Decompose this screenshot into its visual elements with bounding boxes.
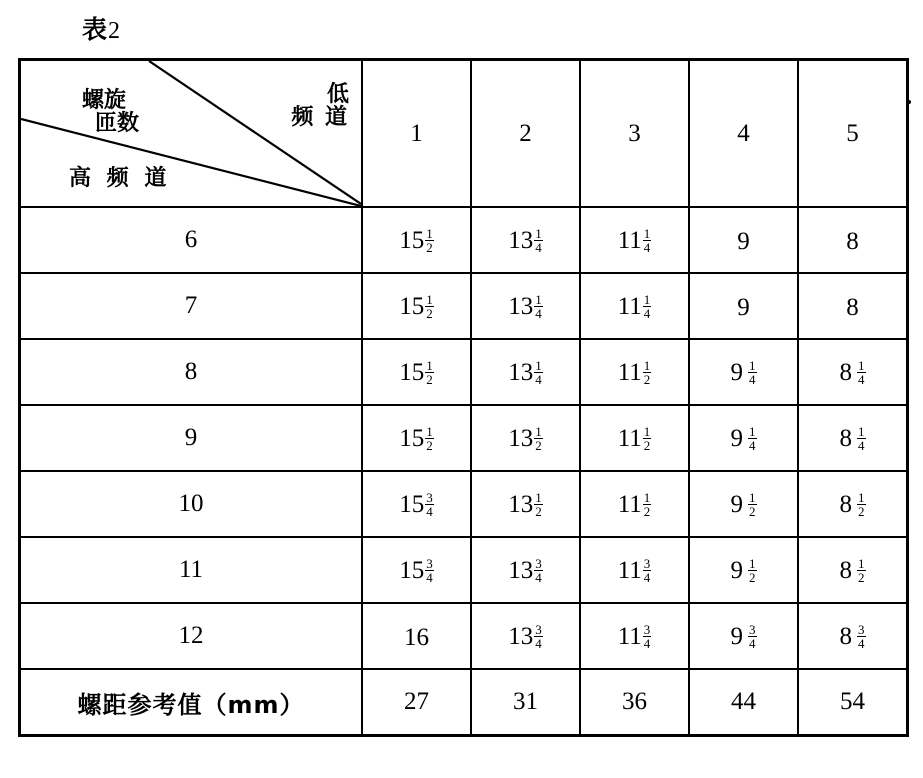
- fraction-part: $\frac{1}{4}$: [749, 424, 756, 454]
- footer-value: 36: [580, 669, 689, 736]
- caption-label: 表: [82, 15, 109, 44]
- mixed-number: [508, 556, 543, 584]
- fraction-part: $\frac{1}{2}$: [535, 490, 542, 520]
- whole-part: 16: [404, 623, 429, 651]
- table-row: [20, 537, 908, 603]
- row-label: 8: [20, 339, 363, 405]
- whole-part: 9: [730, 491, 743, 519]
- cell-value: [798, 339, 908, 405]
- fraction-part: $\frac{1}{2}$: [749, 490, 756, 520]
- cell-value: [471, 471, 580, 537]
- fraction-part: $\frac{3}{4}$: [749, 622, 756, 652]
- column-header-3: 3: [580, 60, 689, 208]
- table-row: [20, 471, 908, 537]
- mixed-number: [399, 226, 434, 254]
- table-row: [20, 339, 908, 405]
- table-footer-row: [20, 669, 908, 736]
- mixed-number: [731, 556, 757, 584]
- whole-part: 8: [839, 425, 852, 453]
- mixed-number: [508, 424, 543, 452]
- column-header-5: 5: [798, 60, 908, 208]
- whole-part: 13: [508, 293, 534, 321]
- mixed-number: [618, 292, 652, 320]
- row-label: 6: [20, 207, 363, 273]
- mixed-number: [840, 622, 866, 650]
- whole-part: 15: [399, 227, 425, 255]
- table-caption: [82, 10, 121, 46]
- cell-value: [580, 537, 689, 603]
- whole-part: 11: [617, 557, 642, 585]
- cell-value: [580, 207, 689, 273]
- whole-part: 8: [839, 491, 852, 519]
- whole-part: 13: [508, 227, 534, 255]
- whole-part: 15: [399, 293, 425, 321]
- mixed-number: [731, 358, 757, 386]
- mixed-number: [737, 293, 750, 320]
- cell-value: [798, 273, 908, 339]
- row-label: 11: [20, 537, 363, 603]
- whole-part: 8: [839, 359, 852, 387]
- mixed-number: [399, 490, 434, 518]
- caption-number: 2: [108, 18, 122, 44]
- cell-value: [689, 207, 798, 273]
- footer-label: 螺距参考值: [77, 690, 203, 719]
- mixed-number: [618, 358, 652, 386]
- whole-part: 11: [617, 623, 642, 651]
- mixed-number: [399, 292, 434, 320]
- mixed-number: [508, 358, 543, 386]
- column-header-1: 1: [362, 60, 471, 208]
- corner-label-spiral-turns: 螺旋 匝数: [82, 88, 140, 137]
- mixed-number: [618, 424, 652, 452]
- whole-part: 13: [508, 623, 534, 651]
- mixed-number: [840, 424, 866, 452]
- cell-value: [580, 339, 689, 405]
- fraction-part: $\frac{1}{4}$: [535, 358, 542, 388]
- cell-value: [689, 537, 798, 603]
- fraction-part: $\frac{1}{2}$: [535, 424, 542, 454]
- fraction-part: $\frac{1}{4}$: [858, 358, 865, 388]
- whole-part: 9: [730, 425, 743, 453]
- mixed-number: [399, 424, 434, 452]
- corner-label-high-channel: 高 频 道: [69, 166, 171, 191]
- cell-value: [362, 207, 471, 273]
- fraction-part: $\frac{3}{4}$: [643, 556, 651, 586]
- mixed-number: [731, 490, 757, 518]
- cell-value: [798, 471, 908, 537]
- table-header-row: [20, 60, 908, 208]
- mixed-number: [508, 226, 543, 254]
- corner-label-low-channel: 低 频 道: [291, 82, 349, 131]
- mixed-number: [508, 292, 543, 320]
- whole-part: 15: [399, 425, 425, 453]
- whole-part: 8: [839, 623, 852, 651]
- whole-part: 8: [846, 293, 859, 321]
- cell-value: [580, 405, 689, 471]
- whole-part: 13: [508, 425, 534, 453]
- fraction-part: $\frac{1}{2}$: [426, 292, 433, 322]
- whole-part: 13: [508, 359, 534, 387]
- cell-value: [362, 339, 471, 405]
- whole-part: 13: [508, 557, 534, 585]
- row-label: 7: [20, 273, 363, 339]
- table-row: [20, 405, 908, 471]
- mixed-number: [731, 622, 757, 650]
- whole-part: 9: [730, 623, 743, 651]
- row-label: 12: [20, 603, 363, 669]
- whole-part: 8: [846, 227, 859, 255]
- whole-part: 15: [399, 491, 425, 519]
- cell-value: [471, 537, 580, 603]
- mixed-number: [618, 226, 652, 254]
- mixed-number: [618, 490, 652, 518]
- fraction-part: $\frac{1}{2}$: [643, 358, 651, 388]
- mixed-number: [737, 227, 750, 254]
- fraction-part: $\frac{1}{4}$: [643, 292, 651, 322]
- mixed-number: [618, 622, 652, 650]
- mixed-number: [508, 622, 543, 650]
- mixed-number: [508, 490, 543, 518]
- fraction-part: $\frac{1}{2}$: [858, 556, 865, 586]
- mixed-number: [731, 424, 757, 452]
- whole-part: 11: [617, 227, 642, 255]
- cell-value: [580, 603, 689, 669]
- footer-value: 54: [798, 669, 908, 736]
- mixed-number: [840, 358, 866, 386]
- fraction-part: $\frac{1}{4}$: [749, 358, 756, 388]
- mixed-number: [399, 556, 434, 584]
- fraction-part: $\frac{1}{2}$: [426, 358, 433, 388]
- whole-part: 9: [730, 359, 743, 387]
- fraction-part: $\frac{3}{4}$: [858, 622, 865, 652]
- whole-part: 9: [737, 227, 750, 255]
- cell-value: [362, 471, 471, 537]
- cell-value: [798, 537, 908, 603]
- table-row: [20, 273, 908, 339]
- fraction-part: $\frac{1}{4}$: [535, 226, 542, 256]
- fraction-part: $\frac{1}{2}$: [426, 424, 433, 454]
- mixed-number: [399, 358, 434, 386]
- cell-value: [471, 273, 580, 339]
- footer-unit: （mm）: [202, 690, 305, 719]
- cell-value: [471, 405, 580, 471]
- fraction-part: $\frac{1}{2}$: [858, 490, 865, 520]
- fraction-part: $\frac{1}{2}$: [749, 556, 756, 586]
- cell-value: [798, 603, 908, 669]
- mixed-number: [404, 623, 429, 650]
- whole-part: 11: [617, 425, 642, 453]
- cell-value: [362, 603, 471, 669]
- corner-header-cell: [20, 60, 363, 208]
- cell-value: [471, 207, 580, 273]
- whole-part: 9: [737, 293, 750, 321]
- cell-value: [689, 339, 798, 405]
- mixed-number: [840, 490, 866, 518]
- cell-value: [689, 405, 798, 471]
- footer-label-cell: [20, 669, 363, 736]
- cell-value: [362, 273, 471, 339]
- cell-value: [689, 603, 798, 669]
- cell-value: [689, 471, 798, 537]
- column-header-4: 4: [689, 60, 798, 208]
- table-row: [20, 603, 908, 669]
- mixed-number: [846, 227, 859, 254]
- cell-value: [798, 207, 908, 273]
- fraction-part: $\frac{1}{2}$: [643, 424, 651, 454]
- cell-value: [580, 471, 689, 537]
- table-row: [20, 207, 908, 273]
- fraction-part: $\frac{3}{4}$: [643, 622, 651, 652]
- footer-value: 31: [471, 669, 580, 736]
- spiral-turns-table: [18, 58, 909, 737]
- fraction-part: $\frac{3}{4}$: [426, 490, 433, 520]
- mixed-number: [846, 293, 859, 320]
- fraction-part: $\frac{1}{4}$: [858, 424, 865, 454]
- fraction-part: $\frac{1}{2}$: [426, 226, 433, 256]
- cell-value: [580, 273, 689, 339]
- whole-part: 13: [508, 491, 534, 519]
- mixed-number: [618, 556, 652, 584]
- row-label: 9: [20, 405, 363, 471]
- cell-value: [798, 405, 908, 471]
- cell-value: [689, 273, 798, 339]
- column-header-2: 2: [471, 60, 580, 208]
- fraction-part: $\frac{3}{4}$: [535, 556, 542, 586]
- cell-value: [471, 603, 580, 669]
- whole-part: 11: [617, 359, 642, 387]
- fraction-part: $\frac{3}{4}$: [426, 556, 433, 586]
- cell-value: [362, 405, 471, 471]
- table-container: [18, 58, 894, 737]
- cell-value: [471, 339, 580, 405]
- whole-part: 8: [839, 557, 852, 585]
- fraction-part: $\frac{1}{2}$: [643, 490, 651, 520]
- cell-value: [362, 537, 471, 603]
- whole-part: 9: [730, 557, 743, 585]
- whole-part: 15: [399, 359, 425, 387]
- footer-value: 44: [689, 669, 798, 736]
- whole-part: 11: [617, 491, 642, 519]
- fraction-part: $\frac{3}{4}$: [535, 622, 542, 652]
- mixed-number: [840, 556, 866, 584]
- whole-part: 15: [399, 557, 425, 585]
- fraction-part: $\frac{1}{4}$: [535, 292, 542, 322]
- row-label: 10: [20, 471, 363, 537]
- footer-value: 27: [362, 669, 471, 736]
- fraction-part: $\frac{1}{4}$: [643, 226, 651, 256]
- whole-part: 11: [617, 293, 642, 321]
